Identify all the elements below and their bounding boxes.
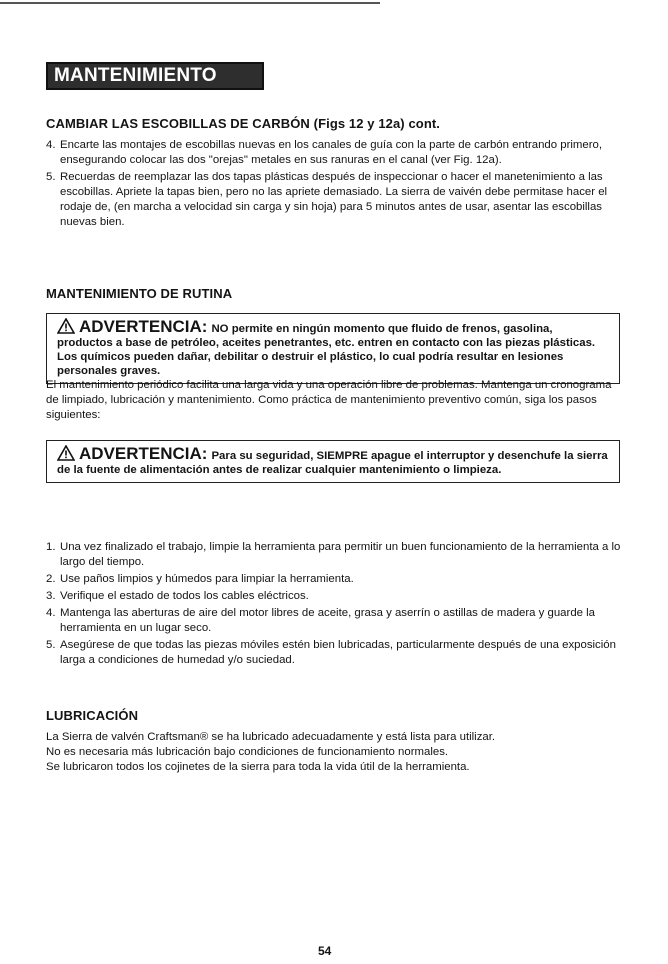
- list-item: 2. Use paños limpios y húmedos para limpiar la herramienta.: [46, 573, 354, 585]
- lubrication-line: No es necesaria más lubricación bajo condiciones de funcionamiento normales.: [46, 746, 449, 758]
- list-item: 5. Recuerdas de reemplazar las dos tapas plásticas después de inspeccionar o hacer el manetenimiento a las escobillas. Apriete la tapas bien, pero no las apriete demasiado. La sierra de vaivén debe permitase hacer el rodaje de, (en marcha a velocidad sin carga y sin hoja) para 5 minutos antes de usar, asentar las escobillas nuevas bien.: [46, 171, 608, 228]
- warning-box-chemicals: [46, 313, 620, 384]
- warning-label: ADVERTENCIA:: [79, 444, 208, 463]
- warning-box-unplug: [46, 440, 620, 483]
- section-banner: MANTENIMIENTO cont.: [46, 62, 264, 90]
- routine-intro-paragraph: El mantenimiento periódico facilita una larga vida y una operación libre de problemas. Mantenga un cronograma de limpiado, lubricación y mantenimiento. Como práctica de mantenimiento preventivo común, siga los pasos siguientes:: [46, 379, 612, 421]
- page-number: 54: [318, 944, 332, 958]
- carbon-brush-steps: [46, 138, 636, 230]
- lubrication-line: La Sierra de valvén Craftsman® se ha lubricado adecuadamente y está lista para utilizar.: [46, 731, 496, 743]
- heading-carbon-brushes: CAMBIAR LAS ESCOBILLAS DE CARBÓN (Figs 12 y 12a) cont.: [46, 116, 440, 131]
- warning-label: ADVERTENCIA:: [79, 317, 208, 336]
- warning-text: Para su seguridad, SIEMPRE apague el interruptor y desenchufe la sierra de la fuente de alimentación antes de realizar cualquier mantenimiento o limpieza.: [57, 450, 608, 476]
- list-item: 4. Mantenga las aberturas de aire del motor libres de aceite, grasa y aserrín o astillas de madera y guarde la herramienta en un lugar seco.: [46, 607, 596, 634]
- warning-text: NO permite en ningún momento que fluido de frenos, gasolina, productos a base de petróleo, aceites penetrantes, etc. entren en contacto con las piezas plásticas. Los químicos pueden dañar, debilitar o destruir el plástico, lo cual podría resultar en lesiones personales graves.: [57, 323, 596, 377]
- top-rule: [0, 2, 380, 4]
- list-item: 1. Una vez finalizado el trabajo, limpie la herramienta para permitir un buen funcionamiento de la herramienta a lo largo del tiempo.: [46, 541, 621, 568]
- warning-triangle-icon: [57, 445, 75, 461]
- list-item: 3. Verifique el estado de todos los cables eléctricos.: [46, 590, 309, 602]
- list-item: 4. Encarte las montajes de escobillas nuevas en los canales de guía con la parte de carbón entrando primero, ensegurando colocar las dos "orejas" metales en sus ranuras en el canal (ver Fig. 12a).: [46, 139, 603, 166]
- warning-triangle-icon: [57, 318, 75, 334]
- lubrication-line: Se lubricaron todos los cojinetes de la sierra para toda la vida útil de la herramienta.: [46, 761, 470, 773]
- lubrication-paragraph: [46, 730, 646, 775]
- heading-lubrication: LUBRICACIÓN: [46, 708, 139, 723]
- list-item: 5. Asegúrese de que todas las piezas móviles estén bien lubricadas, particularmente después de una exposición larga a condiciones de humedad y/o suciedad.: [46, 639, 616, 666]
- routine-maintenance-steps: [46, 540, 636, 668]
- heading-routine-maintenance: MANTENIMIENTO DE RUTINA: [46, 286, 233, 301]
